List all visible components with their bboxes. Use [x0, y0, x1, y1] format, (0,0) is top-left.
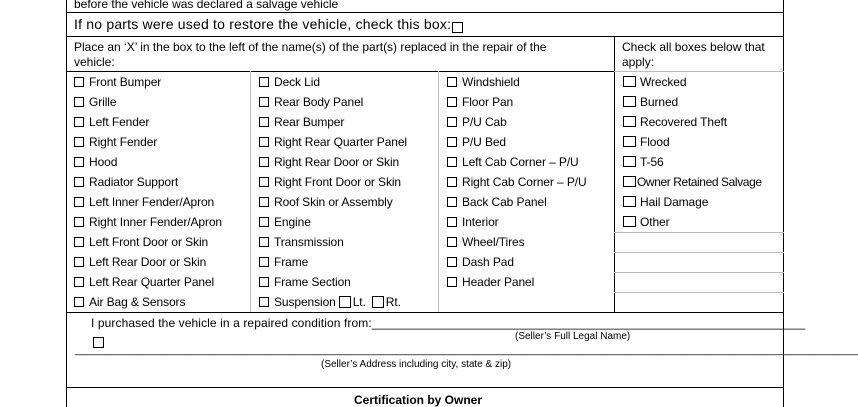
condition-owner-retained-salvage[interactable]: Owner Retained Salvage	[623, 175, 762, 189]
checkbox[interactable]	[74, 97, 84, 107]
part-frame-section[interactable]: Frame Section	[259, 275, 351, 289]
part-left-rear-quarter-panel[interactable]: Left Rear Quarter Panel	[74, 275, 214, 289]
checkbox[interactable]	[447, 117, 457, 127]
part-rear-body-panel[interactable]: Rear Body Panel	[259, 95, 363, 109]
part-suspension[interactable]: Suspension Lt. Rt.	[259, 295, 401, 309]
divider	[438, 71, 439, 312]
checkbox[interactable]	[259, 197, 269, 207]
divider	[250, 71, 251, 312]
divider	[614, 252, 784, 253]
checkbox[interactable]	[259, 117, 269, 127]
part-grille[interactable]: Grille	[74, 95, 116, 109]
no-parts-text: If no parts were used to restore the vehicle, check this box:	[74, 16, 452, 32]
checkbox[interactable]	[447, 237, 457, 247]
part-rear-bumper[interactable]: Rear Bumper	[259, 115, 344, 129]
checkbox[interactable]	[623, 196, 636, 207]
part-air-bag[interactable]: Air Bag & Sensors	[74, 295, 185, 309]
checkbox[interactable]	[74, 157, 84, 167]
divider	[66, 36, 784, 37]
checkbox[interactable]	[623, 96, 636, 107]
checkbox[interactable]	[74, 137, 84, 147]
checkbox[interactable]	[74, 277, 84, 287]
checkbox[interactable]	[74, 177, 84, 187]
part-roof-skin[interactable]: Roof Skin or Assembly	[259, 195, 393, 209]
seller-address-label: (Seller’s Address including city, state & zip)	[321, 359, 512, 370]
top-text: before the vehicle was declared a salvage vehicle	[74, 0, 339, 11]
checkbox[interactable]	[259, 137, 269, 147]
part-left-cab-corner[interactable]: Left Cab Corner – P/U	[447, 155, 579, 169]
part-wheel-tires[interactable]: Wheel/Tires	[447, 235, 524, 249]
part-frame[interactable]: Frame	[259, 255, 308, 269]
checkbox[interactable]	[259, 277, 269, 287]
seller-name-label: (Seller’s Full Legal Name)	[515, 331, 631, 342]
condition-t56[interactable]: T-56	[623, 155, 664, 169]
instructions-line-1: Place an ‘X’ in the box to the left of the name(s) of the part(s) replaced in the repair of the	[74, 40, 547, 54]
condition-wrecked[interactable]: Wrecked	[623, 75, 686, 89]
checkbox[interactable]	[447, 197, 457, 207]
instructions-line-2: vehicle:	[74, 55, 115, 69]
condition-other[interactable]: Other	[623, 215, 670, 229]
checkbox[interactable]	[259, 77, 269, 87]
checkbox[interactable]	[623, 136, 636, 147]
part-pu-bed[interactable]: P/U Bed	[447, 135, 506, 149]
checkbox[interactable]	[447, 97, 457, 107]
purchased-from-field[interactable]: I purchased the vehicle in a repaired condition from:________________________________________________________________	[91, 316, 806, 330]
part-interior[interactable]: Interior	[447, 215, 499, 229]
part-left-rear-door[interactable]: Left Rear Door or Skin	[74, 255, 206, 269]
part-radiator-support[interactable]: Radiator Support	[74, 175, 178, 189]
part-engine[interactable]: Engine	[259, 215, 311, 229]
checkbox[interactable]	[623, 116, 636, 127]
check-all-line-1: Check all boxes below that	[622, 40, 765, 54]
suspension-rt-checkbox[interactable]	[372, 296, 384, 308]
checkbox[interactable]	[447, 217, 457, 227]
divider	[614, 272, 784, 273]
part-left-inner-fender[interactable]: Left Inner Fender/Apron	[74, 195, 214, 209]
checkbox[interactable]	[74, 77, 84, 87]
checkbox[interactable]	[447, 137, 457, 147]
checkbox[interactable]	[74, 197, 84, 207]
checkbox[interactable]	[623, 216, 636, 227]
checkbox[interactable]	[623, 76, 636, 87]
part-back-cab-panel[interactable]: Back Cab Panel	[447, 195, 547, 209]
divider	[66, 71, 614, 72]
condition-burned[interactable]: Burned	[623, 95, 678, 109]
seller-address-field[interactable]: ________________________________________________________________________________________________________________________________	[75, 344, 858, 356]
part-floor-pan[interactable]: Floor Pan	[447, 95, 513, 109]
divider	[614, 232, 784, 233]
checkbox[interactable]	[259, 257, 269, 267]
condition-recovered-theft[interactable]: Recovered Theft	[623, 115, 727, 129]
part-dash-pad[interactable]: Dash Pad	[447, 255, 514, 269]
checkbox[interactable]	[74, 237, 84, 247]
no-parts-checkbox[interactable]	[452, 22, 463, 33]
checkbox[interactable]	[74, 297, 84, 307]
checkbox[interactable]	[259, 97, 269, 107]
divider	[66, 387, 784, 388]
part-right-inner-fender[interactable]: Right Inner Fender/Apron	[74, 215, 222, 229]
divider	[614, 37, 615, 312]
checkbox[interactable]	[447, 77, 457, 87]
part-right-cab-corner[interactable]: Right Cab Corner – P/U	[447, 175, 587, 189]
part-header-panel[interactable]: Header Panel	[447, 275, 534, 289]
checkbox[interactable]	[623, 176, 636, 187]
divider	[66, 312, 784, 313]
checkbox[interactable]	[447, 177, 457, 187]
checkbox[interactable]	[74, 217, 84, 227]
divider	[614, 292, 784, 293]
checkbox[interactable]	[623, 156, 636, 167]
part-right-fender[interactable]: Right Fender	[74, 135, 157, 149]
checkbox[interactable]	[447, 157, 457, 167]
checkbox[interactable]	[259, 157, 269, 167]
part-left-fender[interactable]: Left Fender	[74, 115, 149, 129]
check-all-line-2: apply:	[622, 55, 655, 69]
part-front-bumper[interactable]: Front Bumper	[74, 75, 161, 89]
part-right-rear-quarter-panel[interactable]: Right Rear Quarter Panel	[259, 135, 407, 149]
divider	[66, 12, 784, 13]
checkbox[interactable]	[259, 237, 269, 247]
part-pu-cab[interactable]: P/U Cab	[447, 115, 507, 129]
condition-flood[interactable]: Flood	[623, 135, 670, 149]
part-hood[interactable]: Hood	[74, 155, 117, 169]
condition-hail-damage[interactable]: Hail Damage	[623, 195, 708, 209]
checkbox[interactable]	[74, 117, 84, 127]
part-windshield[interactable]: Windshield	[447, 75, 520, 89]
certification-title: Certification by Owner	[354, 393, 483, 407]
checkbox[interactable]	[447, 277, 457, 287]
part-left-front-door[interactable]: Left Front Door or Skin	[74, 235, 208, 249]
part-right-rear-door[interactable]: Right Rear Door or Skin	[259, 155, 399, 169]
checkbox[interactable]	[259, 217, 269, 227]
part-right-front-door[interactable]: Right Front Door or Skin	[259, 175, 401, 189]
checkbox[interactable]	[74, 257, 84, 267]
suspension-lt-checkbox[interactable]	[339, 296, 351, 308]
part-deck-lid[interactable]: Deck Lid	[259, 75, 320, 89]
part-transmission[interactable]: Transmission	[259, 235, 344, 249]
checkbox[interactable]	[259, 297, 269, 307]
divider	[614, 71, 784, 72]
checkbox[interactable]	[259, 177, 269, 187]
checkbox[interactable]	[447, 257, 457, 267]
